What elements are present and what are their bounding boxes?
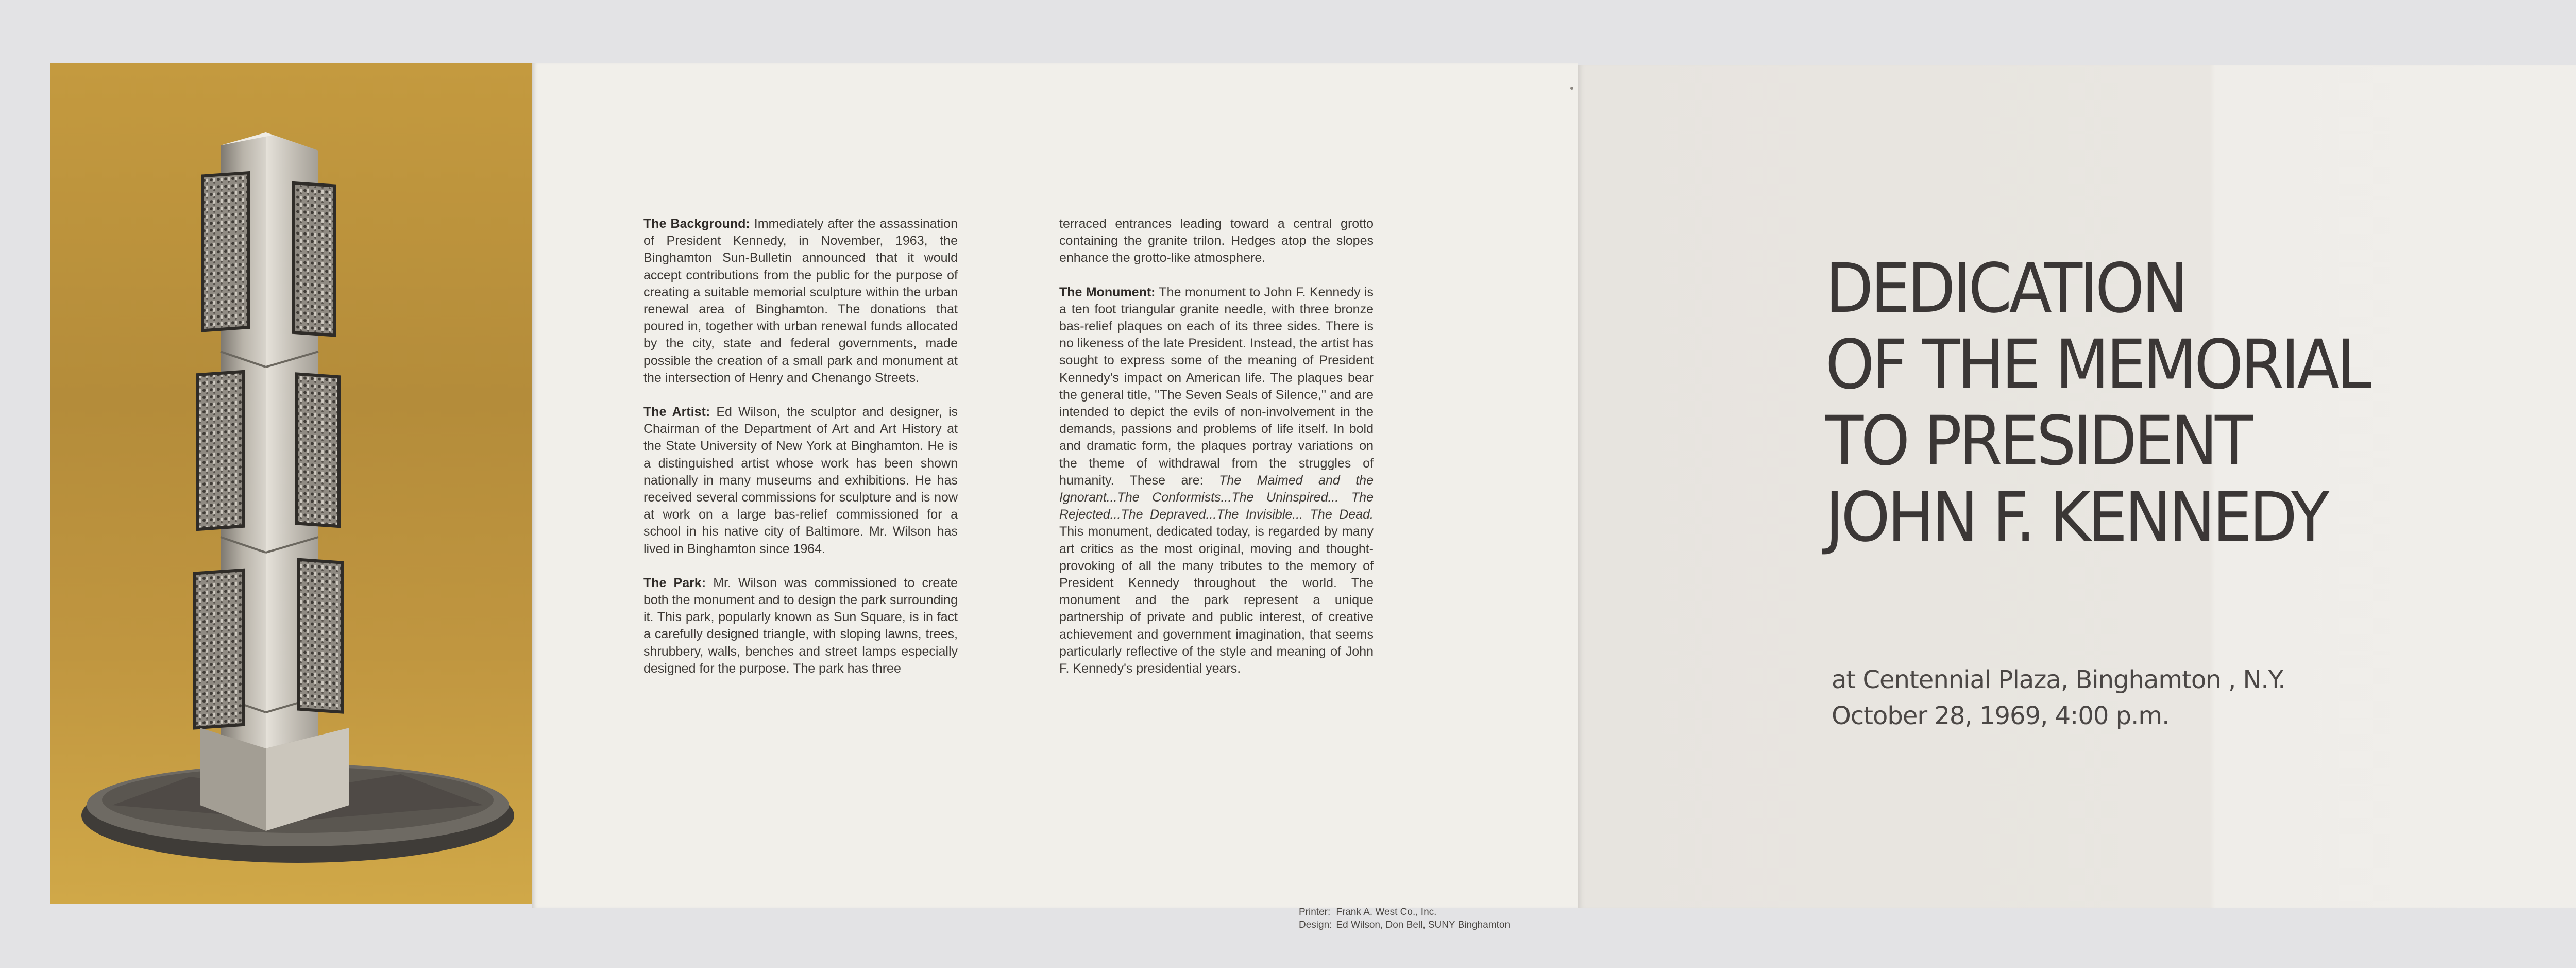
park-text: Mr. Wilson was commissioned to create both the monument and to design the park surrounding it. This park, popularly known as Sun Square, is in fact a carefully designed triangle, with sloping lawns, trees, shrubbery, walls, benches and street lamps especially designed for the purpose. The park has three — [643, 575, 958, 676]
monument-photo-panel — [50, 63, 532, 904]
cover-title — [1825, 251, 2369, 556]
artist-heading: The Artist: — [643, 405, 710, 420]
monument-plaque-titles: The Maimed and the Ignorant...The Conformists...The Uninspired... The Rejected...The Depraved...The Invisible... The Dead. — [1059, 473, 1374, 522]
fold-mark — [1570, 87, 1573, 90]
park-paragraph — [643, 575, 958, 677]
cover-subtitle — [1832, 662, 2285, 734]
background-text: Immediately after the assassination of President Kennedy, in November, 1963, the Binghamton Sun-Bulletin announced that it would accept contributions from the public for the purpose of creating a suitable memorial sculpture within the urban renewal area of Binghamton. The donations that poured in, together with urban renewal funds allocated by the city, state and federal governments, made possible the creation of a small park and monument at the intersection of Henry and Chenango Streets. — [643, 216, 958, 385]
monument-photo — [50, 63, 532, 904]
right-text-column — [1059, 215, 1374, 694]
cover-title-line: DEDICATION — [1825, 249, 2186, 328]
cover-panel — [1578, 65, 2576, 908]
artist-text: Ed Wilson, the sculptor and designer, is Chairman of the Department of Art and Art History at the State University of New York at Binghamton. He is a distinguished artist whose work has been shown nationally in many museums and exhibitions. He has received several commissions for sculpture and is now at work on a large bas-relief commissioned for a school in his native city of Baltimore. Mr. Wilson has lived in Binghamton since 1964. — [643, 405, 958, 556]
monument-paragraph — [1059, 284, 1374, 678]
left-text-column — [643, 215, 958, 694]
design-label: Design: — [1299, 920, 1332, 930]
background-heading: The Background: — [643, 216, 750, 231]
printer-label: Printer: — [1299, 907, 1331, 917]
cover-title-line: OF THE MEMORIAL — [1825, 325, 2369, 405]
printer-value: Frank A. West Co., Inc. — [1336, 907, 1437, 917]
artist-paragraph — [643, 404, 958, 558]
park-continued-paragraph: terraced entrances leading toward a central grotto containing the granite trilon. Hedges atop the slopes enhance the grotto-like atmosphere. — [1059, 216, 1374, 265]
cover-location: at Centennial Plaza, Binghamton , N.Y. — [1832, 665, 2285, 694]
park-heading: The Park: — [643, 575, 706, 590]
monument-text-2: This monument, dedicated today, is regarded by many art critics as the most original, moving and thought-provoking of all the many tributes to the memory of President Kennedy throughout the world. The monument and the park represent a unique partnership of private and public interest, of creative achievement and government imagination, that seems particularly reflective of the style and meaning of John F. Kennedy's presidential years. — [1059, 524, 1374, 676]
monument-heading: The Monument: — [1059, 285, 1156, 299]
cover-date: October 28, 1969, 4:00 p.m. — [1832, 702, 2170, 730]
design-value: Ed Wilson, Don Bell, SUNY Binghamton — [1336, 920, 1511, 930]
cover-title-line: JOHN F. KENNEDY — [1825, 478, 2327, 557]
monument-text-1: The monument to John F. Kennedy is a ten foot triangular granite needle, with three bronze bas-relief plaques on each of its three sides. There is no likeness of the late President. Instead, the artist has sought to express some of the meaning of President Kennedy's impact on American life. The plaques bear the general title, ''The Seven Seals of Silence,'' and are intended to depict the evils of non-involvement in the demands, passions and problems of life itself. In bold and dramatic form, the plaques portray variations on the theme of withdrawal from the struggles of humanity. These are: — [1059, 285, 1374, 488]
credits — [1299, 880, 1514, 957]
background-paragraph — [643, 215, 958, 387]
cover-title-line: TO PRESIDENT — [1825, 402, 2250, 481]
text-spread — [532, 63, 1578, 930]
